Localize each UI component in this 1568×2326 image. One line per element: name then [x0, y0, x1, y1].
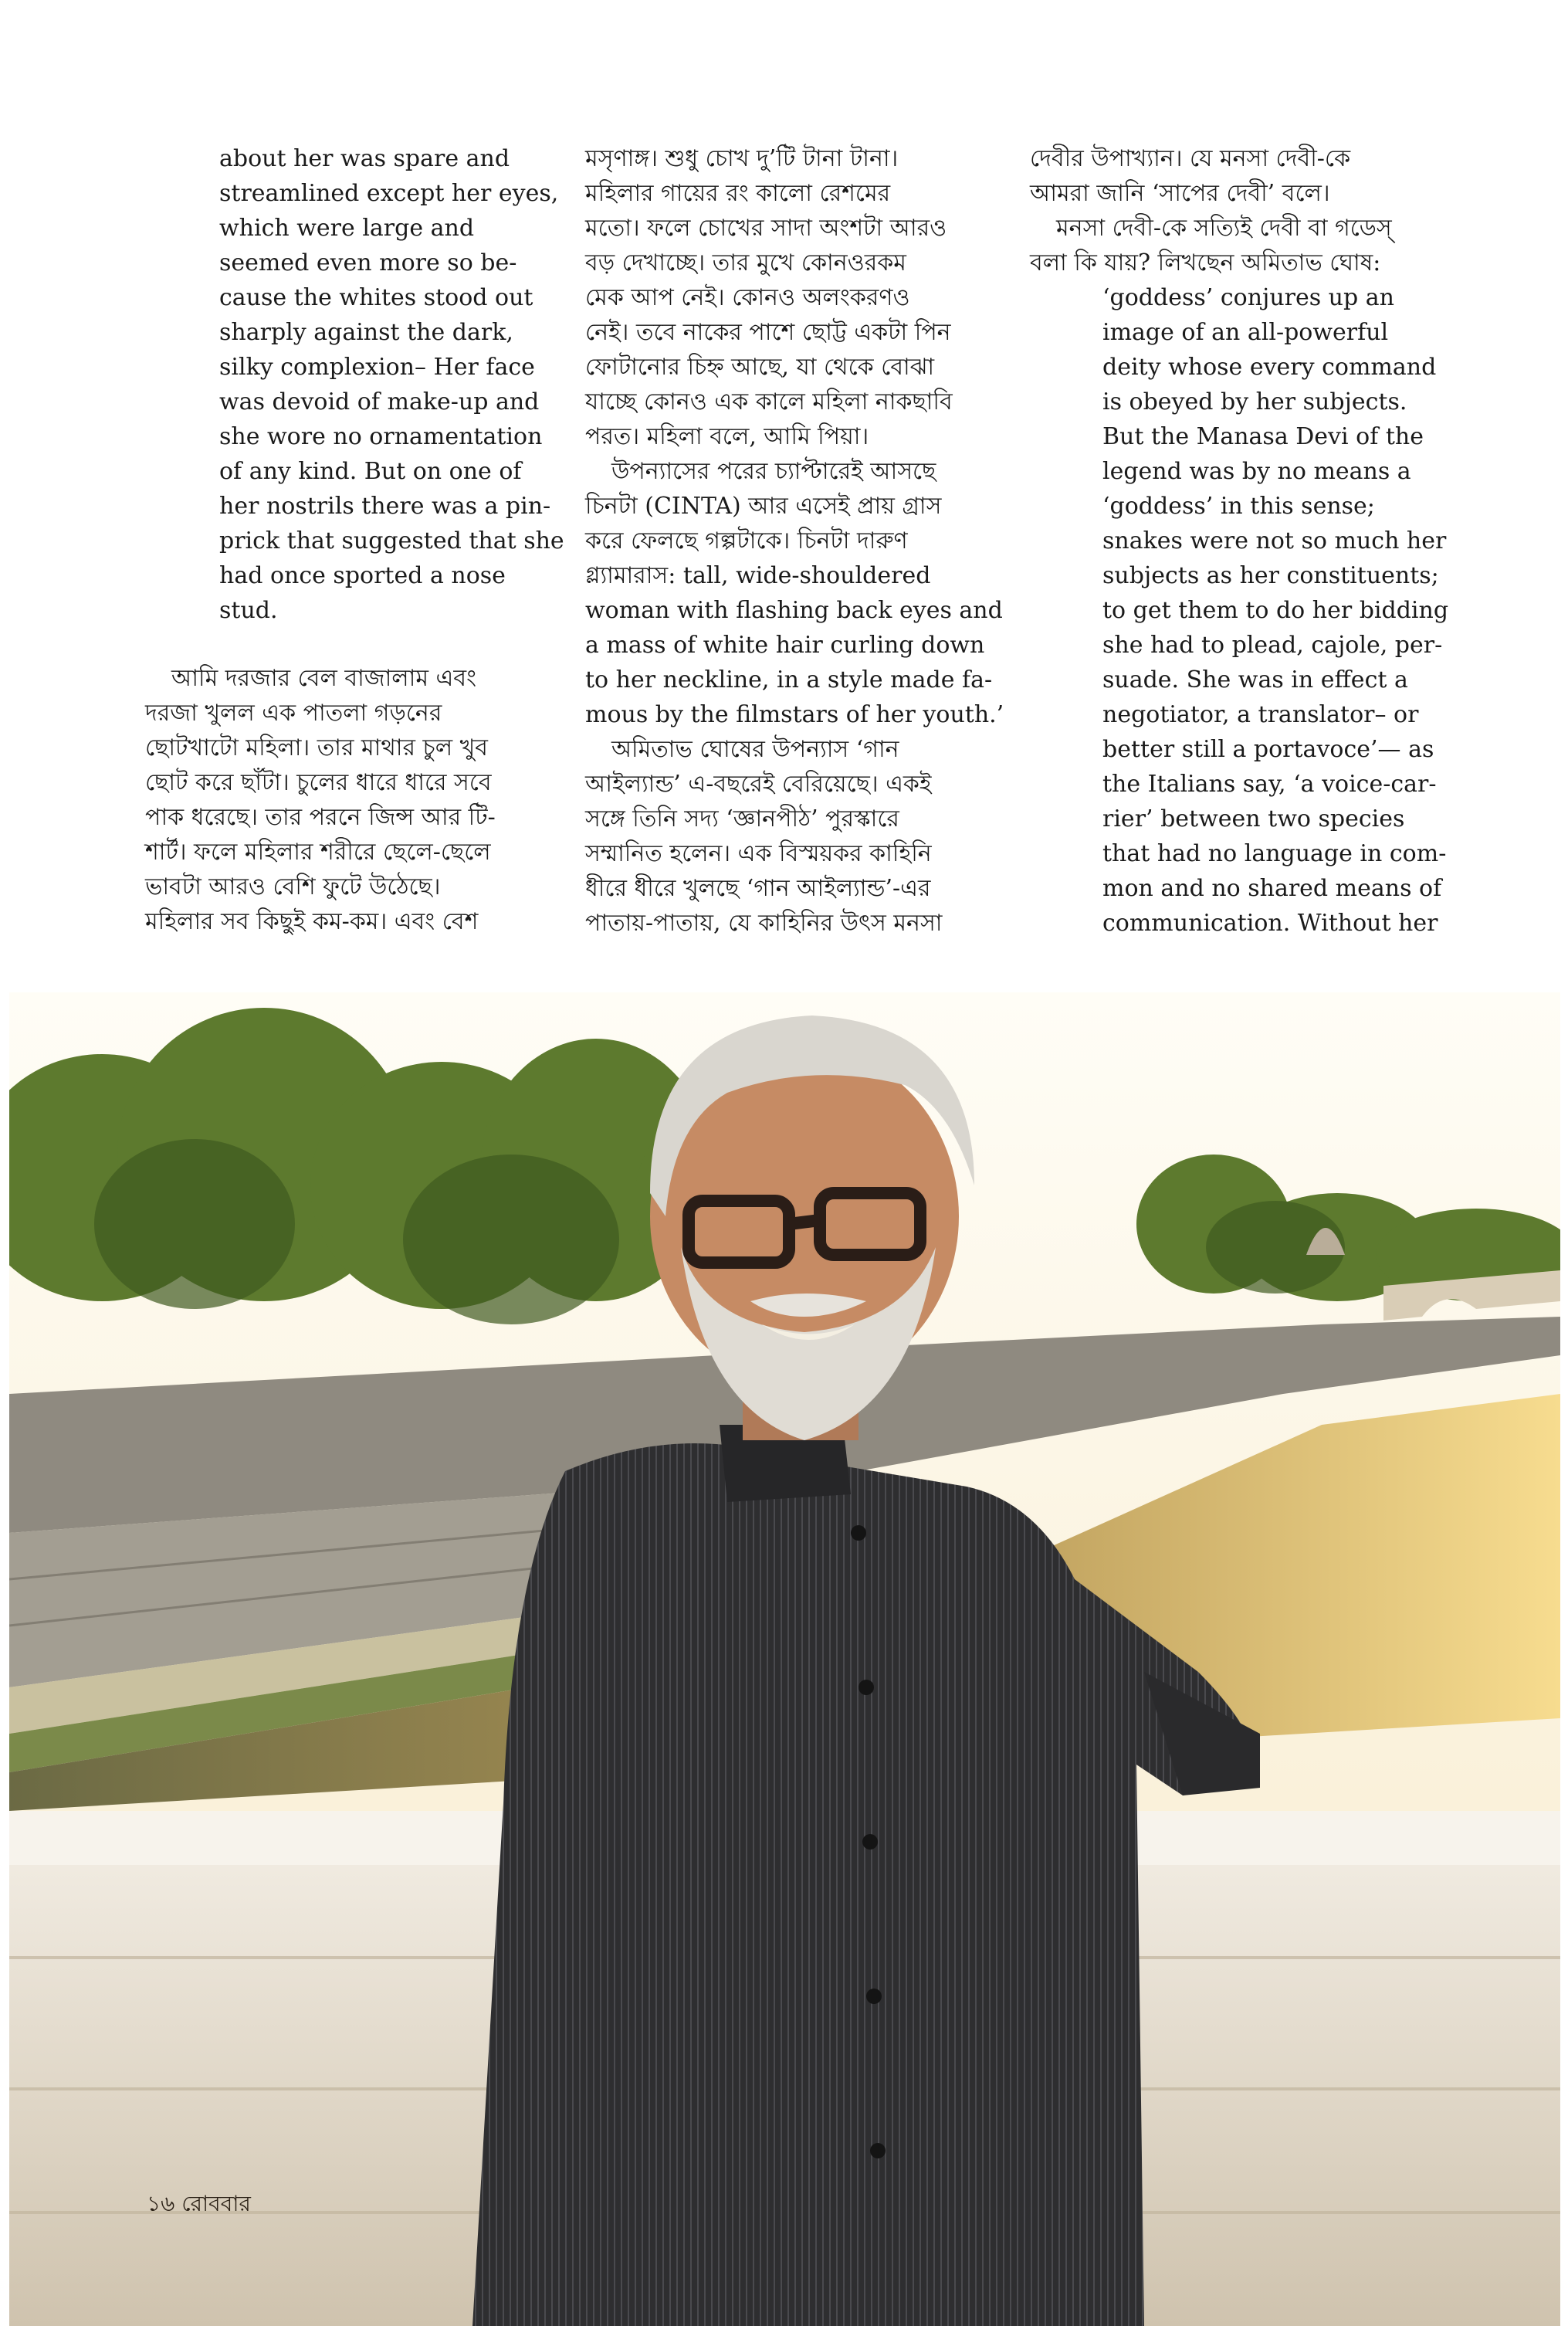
column-1-body: [145, 661, 496, 939]
text-line: deity whose every command: [1102, 354, 1437, 381]
text-line: চিনটা (CINTA) আর এসেই প্রায় গ্রাস: [585, 493, 942, 520]
text-line: prick that suggested that she: [219, 527, 564, 554]
text-line: নেই। তবে নাকের পাশে ছোট্ট একটা পিন: [585, 319, 951, 346]
text-line: বড় দেখাচ্ছে। তার মুখে কোনওরকম: [585, 249, 906, 276]
text-line: বলা কি যায়? লিখছেন অমিতাভ ঘোষ:: [1030, 249, 1381, 276]
text-line: ‘goddess’ in this sense;: [1102, 493, 1375, 520]
text-line: which were large and: [219, 215, 475, 242]
text-line: দেবীর উপাখ্যান। যে মনসা দেবী-কে: [1030, 145, 1351, 172]
text-line: she wore no ornamentation: [219, 423, 543, 450]
text-line: streamlined except her eyes,: [219, 180, 559, 207]
text-line: of any kind. But on one of: [219, 458, 522, 485]
text-line: সম্মানিত হলেন। এক বিস্ময়কর কাহিনি: [585, 840, 932, 867]
text-line: was devoid of make-up and: [219, 388, 540, 415]
text-line: মহিলার গায়ের রং কালো রেশমের: [585, 180, 891, 207]
text-line: about her was spare and: [219, 145, 510, 172]
text-line: the Italians say, ‘a voice-car-: [1102, 771, 1437, 798]
text-line: পাতায়-পাতায়, যে কাহিনির উৎস মনসা: [585, 910, 943, 937]
text-line: is obeyed by her subjects.: [1102, 388, 1407, 415]
text-line: cause the whites stood out: [219, 284, 533, 311]
text-line: But the Manasa Devi of the: [1102, 423, 1424, 450]
column-2: [585, 141, 1004, 941]
text-line: subjects as her constituents;: [1102, 562, 1439, 589]
author-photo: [9, 992, 1560, 2326]
text-line: করে ফেলছে গল্পটাকে। চিনটা দারুণ: [585, 527, 908, 554]
photo-illustration: [9, 992, 1560, 2326]
text-line: আমি দরজার বেল বাজালাম এবং: [171, 665, 476, 692]
text-line: পাক ধরেছে। তার পরনে জিন্স আর টি-: [145, 804, 496, 831]
column-1-quote: [219, 141, 564, 628]
column-3-body: [1030, 141, 1392, 280]
text-line: stud.: [219, 597, 278, 624]
text-line: ধীরে ধীরে খুলছে ‘গান আইল্যান্ড’-এর: [585, 875, 931, 902]
page-folio: ১৬ রোববার: [147, 2191, 251, 2216]
text-line: snakes were not so much her: [1102, 527, 1447, 554]
text-line: her nostrils there was a pin-: [219, 493, 551, 520]
text-line: seemed even more so be-: [219, 249, 517, 276]
text-line: সঙ্গে তিনি সদ্য ‘জ্ঞানপীঠ’ পুরস্কারে: [585, 805, 899, 832]
text-line: আমরা জানি ‘সাপের দেবী’ বলে।: [1030, 180, 1330, 207]
text-line: ছোটখাটো মহিলা। তার মাথার চুল খুব: [145, 734, 489, 761]
text-line: rier’ between two species: [1102, 805, 1405, 832]
text-line: had once sported a nose: [219, 562, 506, 589]
text-line: ফোটানোর চিহ্ন আছে, যা থেকে বোঝা: [585, 354, 935, 381]
text-line: গ্ল্যামারাস: tall, wide-shouldered: [585, 562, 931, 589]
text-line: she had to plead, cajole, per-: [1102, 632, 1443, 659]
text-line: woman with flashing back eyes and: [585, 597, 1003, 624]
text-line: অমিতাভ ঘোষের উপন্যাস ‘গান: [611, 736, 899, 763]
column-3-quote: [1102, 280, 1448, 941]
text-line: ছোট করে ছাঁটা। চুলের ধারে ধারে সবে: [145, 769, 492, 796]
text-line: image of an all-powerful: [1102, 319, 1389, 346]
text-line: negotiator, a translator– or: [1102, 701, 1419, 728]
text-line: মনসা দেবী-কে সত্যিই দেবী বা গডেস্: [1056, 215, 1392, 242]
text-line: ‘goddess’ conjures up an: [1102, 284, 1394, 311]
text-line: to get them to do her bidding: [1102, 597, 1449, 624]
text-line: দরজা খুলল এক পাতলা গড়নের: [145, 700, 442, 727]
text-line: silky complexion– Her face: [219, 354, 535, 381]
text-line: mous by the filmstars of her youth.’: [585, 701, 1004, 728]
text-line: ভাবটা আরও বেশি ফুটে উঠেছে।: [145, 873, 441, 900]
text-line: legend was by no means a: [1102, 458, 1411, 485]
text-line: suade. She was in effect a: [1102, 666, 1408, 693]
text-line: আইল্যান্ড’ এ-বছরেই বেরিয়েছে। একই: [585, 771, 932, 798]
text-line: better still a portavoce’— as: [1102, 736, 1434, 763]
text-line: উপন্যাসের পরের চ্যাপ্টারেই আসছে: [611, 458, 936, 485]
text-line: mon and no shared means of: [1102, 875, 1442, 902]
text-line: to her neckline, in a style made fa-: [585, 666, 993, 693]
text-line: পরত। মহিলা বলে, আমি পিয়া।: [585, 423, 869, 450]
text-line: that had no language in com-: [1102, 840, 1447, 867]
text-line: communication. Without her: [1102, 910, 1438, 937]
text-line: মসৃণাঙ্গ। শুধু চোখ দু’টি টানা টানা।: [585, 145, 899, 172]
text-line: sharply against the dark,: [219, 319, 513, 346]
text-line: যাচ্ছে কোনও এক কালে মহিলা নাকছাবি: [585, 388, 953, 415]
text-line: মতো। ফলে চোখের সাদা অংশটা আরও: [585, 215, 947, 242]
text-line: মহিলার সব কিছুই কম-কম। এবং বেশ: [145, 908, 479, 935]
text-line: a mass of white hair curling down: [585, 632, 985, 659]
text-line: মেক আপ নেই। কোনও অলংকরণও: [585, 284, 910, 311]
text-line: শার্ট। ফলে মহিলার শরীরে ছেলে-ছেলে: [145, 839, 491, 866]
